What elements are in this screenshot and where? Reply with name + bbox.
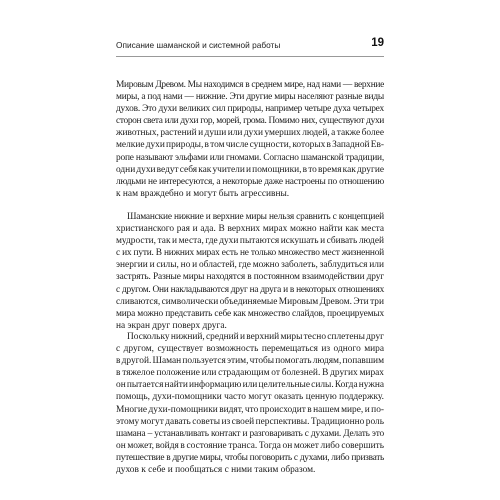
- paragraph-2: [116, 211, 384, 332]
- text-line: шамана – устанавливать контакт и разговаривать с духами. Делать это: [116, 428, 384, 439]
- header-divider: [116, 56, 384, 57]
- text-line: животных, растений и души или духи умерших людей, а также более: [116, 128, 384, 139]
- text-line: Поскольку нижний, средний и верхний миры тесно сплетены друг: [127, 332, 384, 342]
- text-line: духов. Это духи великих сил природы, например четыре духа четырех: [116, 104, 384, 115]
- text-line: с другом. Они накладываются друг на друга и в некоторых отношениях: [116, 284, 384, 295]
- text-line: он может, войдя в состояние транса. Тогда он может либо совершить: [116, 440, 384, 451]
- text-line: энергии и силы, но и областей, где можно заболеть, заблудиться или: [116, 260, 384, 271]
- text-line: Мировым Древом. Мы находимся в среднем мире, над нами — верхние: [116, 80, 384, 90]
- page-header: [116, 37, 384, 53]
- paragraph-3: [116, 331, 384, 476]
- text-line: застрять. Разные миры находятся в постоянном взаимодействии друг: [116, 272, 384, 283]
- text-line: мира можно представить себе как множество слайдов, проецируемых: [116, 308, 384, 319]
- paragraph-1: [116, 79, 384, 200]
- text-line: мудрости, так и места, где духи пытаются искушать и сбивать людей: [116, 236, 384, 247]
- page-number: 19: [371, 37, 384, 49]
- text-line: Многие духи-помощники видят, что происходит в нашем мире, и по-: [116, 404, 384, 415]
- text-line: Шаманские нижние и верхние миры нельзя сравнить с концепцией: [127, 212, 384, 222]
- text-line: с их пути. В нижних мирах есть не только множество мест жизненной: [116, 248, 384, 259]
- text-line: духов к себе и пообщаться с ними таким образом.: [116, 465, 316, 476]
- text-line: людьми не интересуются, а некоторые даже настроены по отношению: [116, 176, 384, 187]
- running-title: Описание шаманской и системной работы: [116, 40, 281, 50]
- text-line: сторон света или духи гор, морей, грома. Помимо них, существуют духи: [116, 116, 384, 127]
- text-line: сливаются, символически объединяемые Мировым Древом. Эти три: [116, 296, 384, 307]
- text-line: на экран друг поверх друга.: [116, 320, 227, 331]
- text-line: миры, а под нами — нижние. Эти другие миры населяют разные виды: [116, 92, 384, 103]
- text-line: с другом, существует возможность перемещаться из одного мира: [116, 344, 384, 355]
- text-line: христианского рая и ада. В верхних мирах можно найти как места: [116, 224, 384, 235]
- text-line: помощь, духи-помощники часто могут оказать ценную поддержку.: [116, 392, 384, 403]
- text-line: к нам враждебно и могут быть агрессивны.: [116, 188, 290, 199]
- text-line: в другой. Шаман пользуется этим, чтобы помогать людям, попавшим: [116, 356, 384, 367]
- text-line: он пытается найти информацию или целительные силы. Когда нужна: [116, 380, 384, 391]
- text-line: одни духи ведут себя как учители и помощники, в то время как другие: [116, 164, 384, 175]
- text-line: мелкие духи природы, в том числе сущности, которых в Западной Ев-: [116, 140, 384, 151]
- text-line: ропе называют эльфами или гномами. Согласно шаманской традиции,: [116, 152, 384, 163]
- text-line: путешествие в другие миры, чтобы поговорить с духами, либо призвать: [116, 452, 384, 463]
- text-line: в тяжелое положение или страдающим от болезней. В других мирах: [116, 368, 384, 379]
- text-line: этому могут давать советы из своей перспективы. Традиционно роль: [116, 416, 384, 427]
